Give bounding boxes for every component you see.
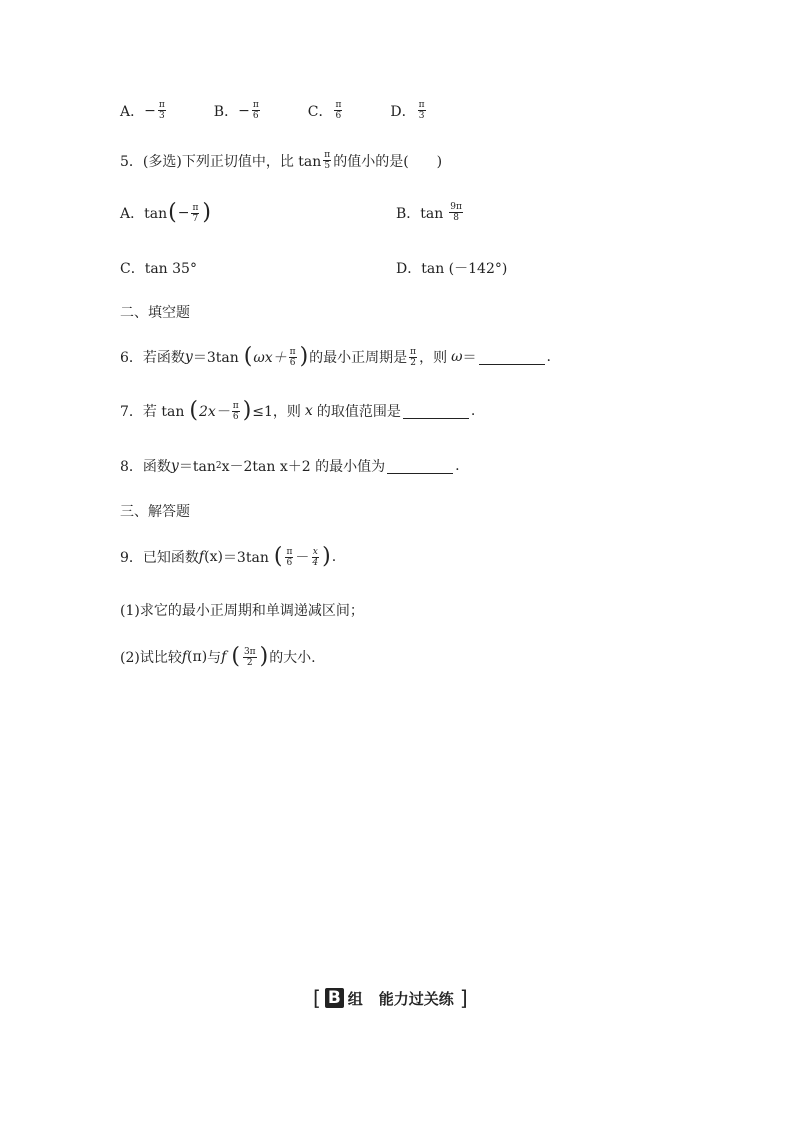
q4-option-b-fraction: [252, 100, 260, 121]
section-title-fill-in: 二、填空题: [120, 305, 190, 321]
right-paren: ): [242, 398, 252, 423]
bracket-open: [: [313, 986, 321, 1010]
q4-options-row: [120, 100, 428, 121]
right-paren: ): [202, 200, 211, 225]
q9-fraction-2: [311, 547, 319, 568]
q7-x: x: [304, 403, 313, 419]
frac-den: 2: [246, 657, 253, 668]
q8-end: .: [455, 458, 460, 474]
group-title: 能力过关练: [378, 989, 454, 1008]
frac-den: 6: [335, 111, 342, 121]
frac-den: 6: [232, 411, 239, 422]
frac-num: π: [192, 202, 199, 213]
q4-option-b: [214, 100, 262, 121]
q4-option-a-sign: −: [144, 102, 156, 119]
section-title-answer: 三、解答题: [120, 504, 190, 520]
frac-num: x: [312, 546, 318, 557]
frac-den: 2: [410, 357, 416, 368]
q9-eq: ＝3tan: [222, 550, 269, 566]
frac-den: 6: [286, 557, 293, 568]
q5-option-a-fraction: [191, 203, 199, 224]
q8-answer-blank[interactable]: [387, 459, 453, 474]
q9-prefix: 9．已知函数: [120, 550, 199, 566]
q6: [120, 346, 551, 368]
q6-y: y: [184, 349, 193, 365]
q7-mid: ≤1，则: [252, 404, 301, 420]
q6-mid: 的最小正周期是: [309, 350, 408, 366]
q5-option-d-text: D．tan (－142°): [396, 261, 508, 277]
q6-prefix: 6．若函数: [120, 350, 185, 366]
q5-stem: [120, 150, 442, 171]
q4-option-a-fraction: [158, 100, 166, 121]
q6-end: .: [546, 349, 551, 365]
frac-den: 6: [289, 357, 296, 368]
left-paren: (: [231, 644, 240, 669]
q9-2-fraction: [243, 647, 257, 668]
bracket-close: ]: [459, 986, 468, 1010]
q6-fraction: [289, 347, 297, 368]
frac-num: π: [335, 100, 342, 110]
q8: [120, 456, 460, 476]
q7-answer-blank[interactable]: [403, 404, 469, 419]
q9-minus: －: [295, 550, 310, 566]
q6-suffix: ，则: [419, 350, 448, 366]
q4-option-c-fraction: [334, 100, 342, 121]
q6-inner: ωx＋: [253, 350, 287, 366]
q7: [120, 400, 475, 422]
q5-option-a-label: A．tan: [120, 206, 168, 222]
frac-den: 7: [192, 213, 199, 224]
q9-2-f2: f: [221, 649, 227, 665]
left-paren: (: [243, 344, 253, 369]
right-paren: ): [322, 544, 331, 569]
frac-num: π: [252, 100, 259, 110]
q9-2-suffix: 的大小.: [269, 650, 316, 666]
q4-option-c: [308, 100, 345, 121]
q7-fraction: [232, 401, 240, 422]
frac-num: π: [324, 150, 331, 160]
right-paren: ): [259, 644, 269, 669]
frac-den: 6: [252, 111, 259, 121]
frac-num: 9π: [450, 202, 462, 212]
frac-num: π: [286, 546, 293, 557]
frac-den: 8: [453, 213, 459, 223]
q8-y: y: [170, 458, 179, 474]
frac-num: 3π: [243, 646, 256, 657]
q5-option-c-text: C．tan 35°: [120, 261, 197, 277]
left-paren: (: [168, 200, 177, 225]
frac-den: 5: [324, 161, 331, 171]
q9-2-f: f: [181, 649, 188, 665]
q4-option-b-sign: −: [238, 102, 250, 119]
frac-num: π: [158, 100, 165, 110]
left-paren: (: [273, 544, 283, 569]
q4-option-c-label: C．: [307, 103, 333, 120]
frac-den: 3: [158, 111, 165, 121]
q7-inner: 2x－: [198, 404, 230, 420]
q7-end: .: [470, 403, 476, 419]
frac-num: π: [418, 100, 425, 110]
group-b-badge: B: [325, 988, 344, 1008]
q9-fraction-1: [285, 547, 293, 568]
left-paren: (: [189, 398, 198, 423]
q4-option-d-fraction: [418, 100, 426, 121]
q6-omega: ω: [451, 349, 463, 365]
frac-num: π: [232, 400, 239, 411]
q6-eq2: ＝: [462, 350, 477, 366]
q4-option-a-label: A．: [120, 103, 145, 120]
q6-eq: ＝3tan: [192, 350, 239, 366]
q5-option-b-fraction: [449, 202, 463, 223]
q4-option-d: [390, 100, 427, 121]
q6-answer-blank[interactable]: [479, 350, 545, 365]
q5-option-a-sign: −: [177, 205, 190, 221]
q9-part-1: (1)求它的最小正周期和单调递减区间；: [120, 603, 364, 619]
q5-option-a: [120, 202, 212, 224]
group-b-heading: [313, 986, 468, 1010]
q5-option-d: [396, 258, 507, 278]
q5-stem-fraction: [323, 150, 331, 171]
right-paren: ): [299, 344, 309, 369]
q8-expr2: x－2tan x＋2 的最小值为: [221, 459, 386, 475]
q9-f: f: [198, 549, 205, 565]
q7-prefix: 7．若 tan: [120, 404, 185, 420]
q9-part-2: [120, 646, 316, 668]
q6-period-fraction: [409, 347, 417, 368]
q4-option-a: [120, 100, 168, 121]
q4-option-b-label: B．: [213, 103, 239, 120]
q9-2-prefix: (2)试比较: [120, 650, 182, 666]
q9-arg: (x): [204, 549, 223, 565]
q5-option-b-label: B．tan: [396, 205, 444, 222]
q9: [120, 546, 336, 568]
q9-2-arg: (π): [187, 649, 208, 665]
q5-stem-suffix: 的值小的是( ): [333, 153, 443, 170]
group-label: 组: [347, 989, 363, 1008]
q4-option-d-label: D．: [390, 103, 416, 120]
q9-end: .: [331, 549, 337, 565]
frac-den: 3: [418, 111, 425, 121]
q8-square: 2: [215, 461, 222, 471]
frac-num: π: [289, 346, 296, 357]
q5-stem-prefix: 5．(多选)下列正切值中，比 tan: [120, 153, 322, 170]
frac-num: π: [410, 346, 417, 357]
q5-option-b: [396, 202, 465, 223]
q7-suffix: 的取值范围是: [316, 404, 401, 420]
q8-prefix: 8．函数: [120, 459, 171, 475]
q8-expr1: ＝tan: [178, 459, 216, 475]
q5-option-c: [120, 258, 197, 278]
frac-den: 4: [312, 557, 319, 568]
q9-2-mid: 与: [207, 650, 222, 666]
